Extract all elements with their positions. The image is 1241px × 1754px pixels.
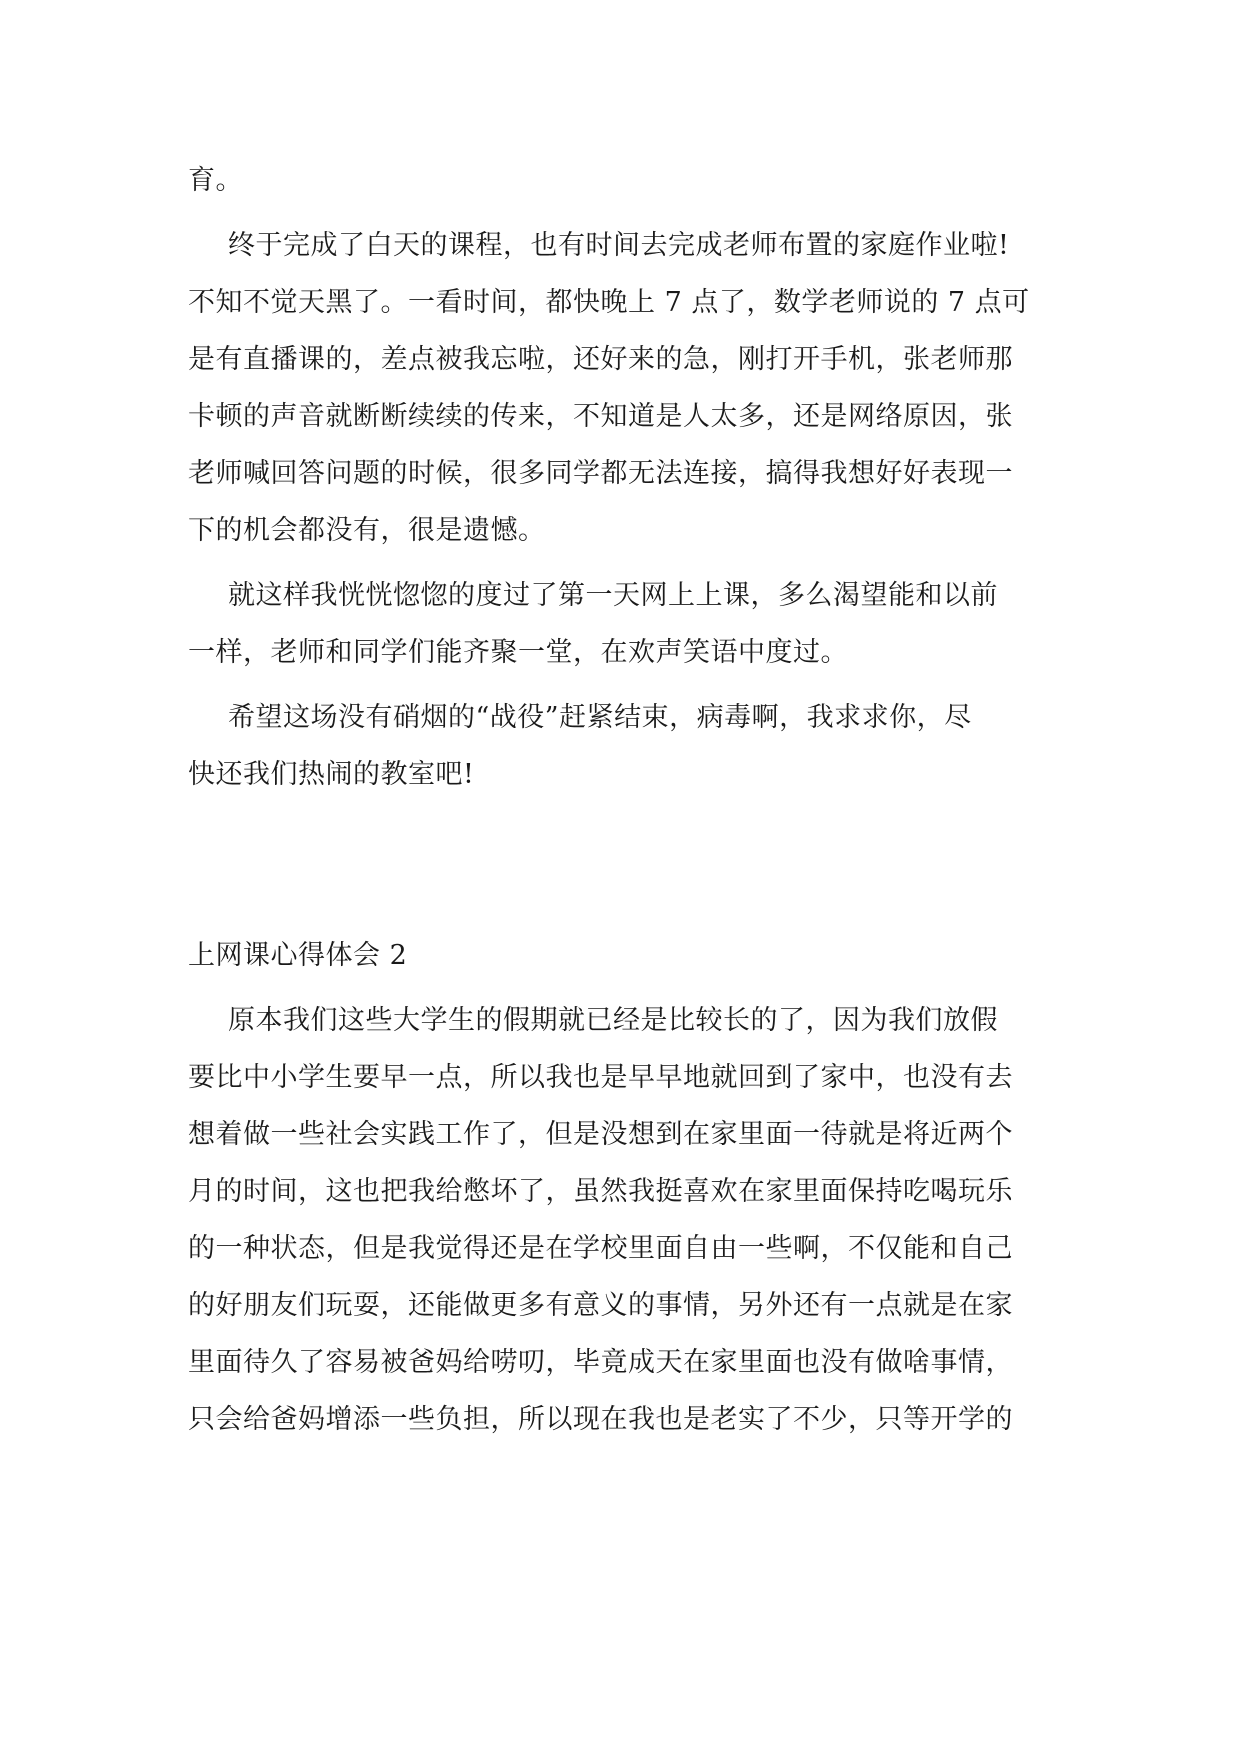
paragraph-line: 里面待久了容易被爸妈给唠叨，毕竟成天在家里面也没有做啥事情， [188,1347,1013,1378]
paragraph-line: 只会给爸妈增添一些负担，所以现在我也是老实了不少，只等开学的 [188,1404,1013,1435]
paragraph-line: 下的机会都没有，很是遗憾。 [188,515,546,546]
paragraph-line: 就这样我恍恍惚惚的度过了第一天网上上课，多么渴望能和以前 [228,580,998,611]
paragraph-line: 的一种状态，但是我觉得还是在学校里面自由一些啊，不仅能和自己 [188,1233,1013,1264]
paragraph-line: 卡顿的声音就断断续续的传来，不知道是人太多，还是网络原因，张 [188,401,1013,432]
paragraph-line: 是有直播课的，差点被我忘啦，还好来的急，刚打开手机，张老师那 [188,344,1013,375]
paragraph-line: 月的时间，这也把我给憋坏了，虽然我挺喜欢在家里面保持吃喝玩乐 [188,1176,1013,1207]
paragraph-line: 希望这场没有硝烟的“战役”赶紧结束，病毒啊，我求求你，尽 [228,702,972,733]
paragraph-line: 一样，老师和同学们能齐聚一堂，在欢声笑语中度过。 [188,637,848,668]
paragraph-line: 快还我们热闹的教室吧! [188,759,475,790]
paragraph-line: 育。 [188,165,243,196]
section-heading: 上网课心得体会 2 [188,940,408,971]
paragraph-line: 原本我们这些大学生的假期就已经是比较长的了，因为我们放假 [228,1005,998,1036]
paragraph-line: 老师喊回答问题的时候，很多同学都无法连接，搞得我想好好表现一 [188,458,1013,489]
paragraph-line: 终于完成了白天的课程，也有时间去完成老师布置的家庭作业啦! [228,230,1010,261]
paragraph-line: 的好朋友们玩耍，还能做更多有意义的事情，另外还有一点就是在家 [188,1290,1013,1321]
paragraph-line: 不知不觉天黑了。一看时间，都快晚上 7 点了，数学老师说的 7 点可 [188,287,1030,318]
paragraph-line: 要比中小学生要早一点，所以我也是早早地就回到了家中，也没有去 [188,1062,1013,1093]
paragraph-line: 想着做一些社会实践工作了，但是没想到在家里面一待就是将近两个 [188,1119,1013,1150]
